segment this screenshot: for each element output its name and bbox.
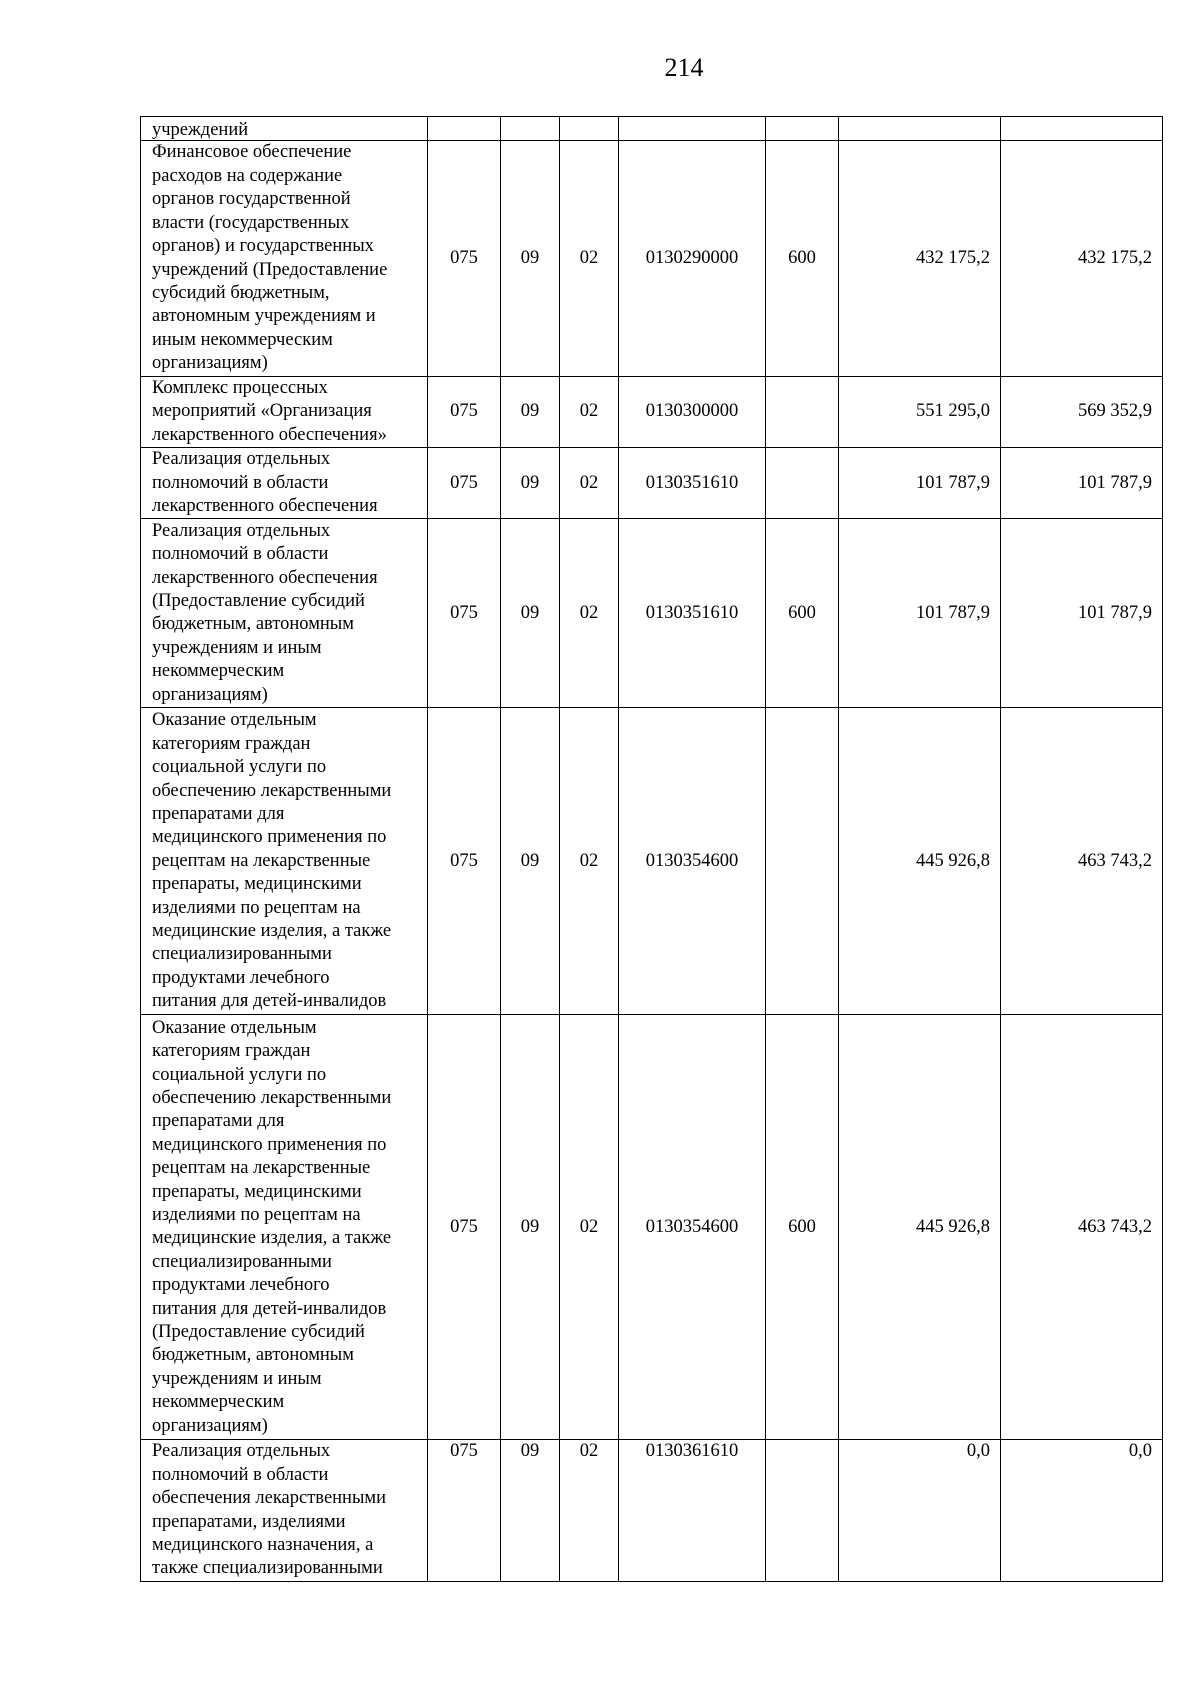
subsection-code: 02 <box>560 708 619 1015</box>
section-code: 09 <box>501 1015 560 1440</box>
sum-year1 <box>839 117 1001 141</box>
table-row <box>141 117 1163 141</box>
target-article-code: 0130354600 <box>619 1015 766 1440</box>
target-article-code <box>619 117 766 141</box>
section-code: 09 <box>501 377 560 448</box>
sum-year1: 551 295,0 <box>839 377 1001 448</box>
sum-year1: 445 926,8 <box>839 1015 1001 1440</box>
sum-year2: 463 743,2 <box>1001 1015 1163 1440</box>
table-row <box>141 141 1163 377</box>
expense-type-code: 600 <box>766 519 839 708</box>
row-description: Оказание отдельным категориям граждан социальной услуги по обеспечению лекарственными препаратами для медицинского применения по рецептам на лекарственные препараты, медицинскими изделиями по рецептам на медицинские изделия, а также специализированными продуктами лечебного питания для детей-инвалидов <box>141 708 428 1015</box>
expense-type-code <box>766 117 839 141</box>
target-article-code: 0130351610 <box>619 519 766 708</box>
target-article-code: 0130354600 <box>619 708 766 1015</box>
section-code: 09 <box>501 708 560 1015</box>
sum-year2: 101 787,9 <box>1001 448 1163 519</box>
sum-year2: 463 743,2 <box>1001 708 1163 1015</box>
ministry-code: 075 <box>428 377 501 448</box>
page-number: 214 <box>664 53 704 82</box>
expense-type-code <box>766 448 839 519</box>
table-row <box>141 708 1163 1015</box>
ministry-code: 075 <box>428 1440 501 1581</box>
target-article-code: 0130300000 <box>619 377 766 448</box>
subsection-code: 02 <box>560 519 619 708</box>
expense-type-code: 600 <box>766 1015 839 1440</box>
section-code: 09 <box>501 141 560 377</box>
row-description: Оказание отдельным категориям граждан социальной услуги по обеспечению лекарственными препаратами для медицинского применения по рецептам на лекарственные препараты, медицинскими изделиями по рецептам на медицинские изделия, а также специализированными продуктами лечебного питания для детей-инвалидов (Предоставление субсидий бюджетным, автономным учреждениям и иным некоммерческим организациям) <box>141 1015 428 1440</box>
table-row <box>141 1440 1163 1581</box>
expense-type-code <box>766 377 839 448</box>
sum-year2: 101 787,9 <box>1001 519 1163 708</box>
target-article-code: 0130361610 <box>619 1440 766 1581</box>
subsection-code: 02 <box>560 377 619 448</box>
sum-year1: 445 926,8 <box>839 708 1001 1015</box>
section-code: 09 <box>501 1440 560 1581</box>
sum-year1: 101 787,9 <box>839 519 1001 708</box>
sum-year2: 432 175,2 <box>1001 141 1163 377</box>
sum-year1: 432 175,2 <box>839 141 1001 377</box>
row-description: Реализация отдельных полномочий в области обеспечения лекарственными препаратами, изделиями медицинского назначения, а также специализированными <box>141 1440 428 1581</box>
table-row <box>141 377 1163 448</box>
section-code: 09 <box>501 448 560 519</box>
sum-year2: 569 352,9 <box>1001 377 1163 448</box>
subsection-code <box>560 117 619 141</box>
table-row <box>141 448 1163 519</box>
row-description: Комплекс процессных мероприятий «Организация лекарственного обеспечения» <box>141 377 428 448</box>
subsection-code: 02 <box>560 141 619 377</box>
row-description: Финансовое обеспечение расходов на содержание органов государственной власти (государственных органов) и государственных учреждений (Предоставление субсидий бюджетным, автономным учреждениям и иным некоммерческим организациям) <box>141 141 428 377</box>
expense-type-code: 600 <box>766 141 839 377</box>
ministry-code: 075 <box>428 519 501 708</box>
ministry-code: 075 <box>428 448 501 519</box>
target-article-code: 0130351610 <box>619 448 766 519</box>
row-description: Реализация отдельных полномочий в области лекарственного обеспечения <box>141 448 428 519</box>
section-code <box>501 117 560 141</box>
table-row <box>141 519 1163 708</box>
sum-year1: 0,0 <box>839 1440 1001 1581</box>
row-description: учреждений <box>141 117 428 141</box>
budget-table <box>140 116 1163 1582</box>
ministry-code: 075 <box>428 141 501 377</box>
subsection-code: 02 <box>560 1440 619 1581</box>
expense-type-code <box>766 708 839 1015</box>
subsection-code: 02 <box>560 448 619 519</box>
subsection-code: 02 <box>560 1015 619 1440</box>
ministry-code: 075 <box>428 1015 501 1440</box>
table-row <box>141 1015 1163 1440</box>
ministry-code <box>428 117 501 141</box>
sum-year1: 101 787,9 <box>839 448 1001 519</box>
ministry-code: 075 <box>428 708 501 1015</box>
target-article-code: 0130290000 <box>619 141 766 377</box>
expense-type-code <box>766 1440 839 1581</box>
row-description: Реализация отдельных полномочий в области лекарственного обеспечения (Предоставление субсидий бюджетным, автономным учреждениям и иным некоммерческим организациям) <box>141 519 428 708</box>
section-code: 09 <box>501 519 560 708</box>
sum-year2: 0,0 <box>1001 1440 1163 1581</box>
sum-year2 <box>1001 117 1163 141</box>
